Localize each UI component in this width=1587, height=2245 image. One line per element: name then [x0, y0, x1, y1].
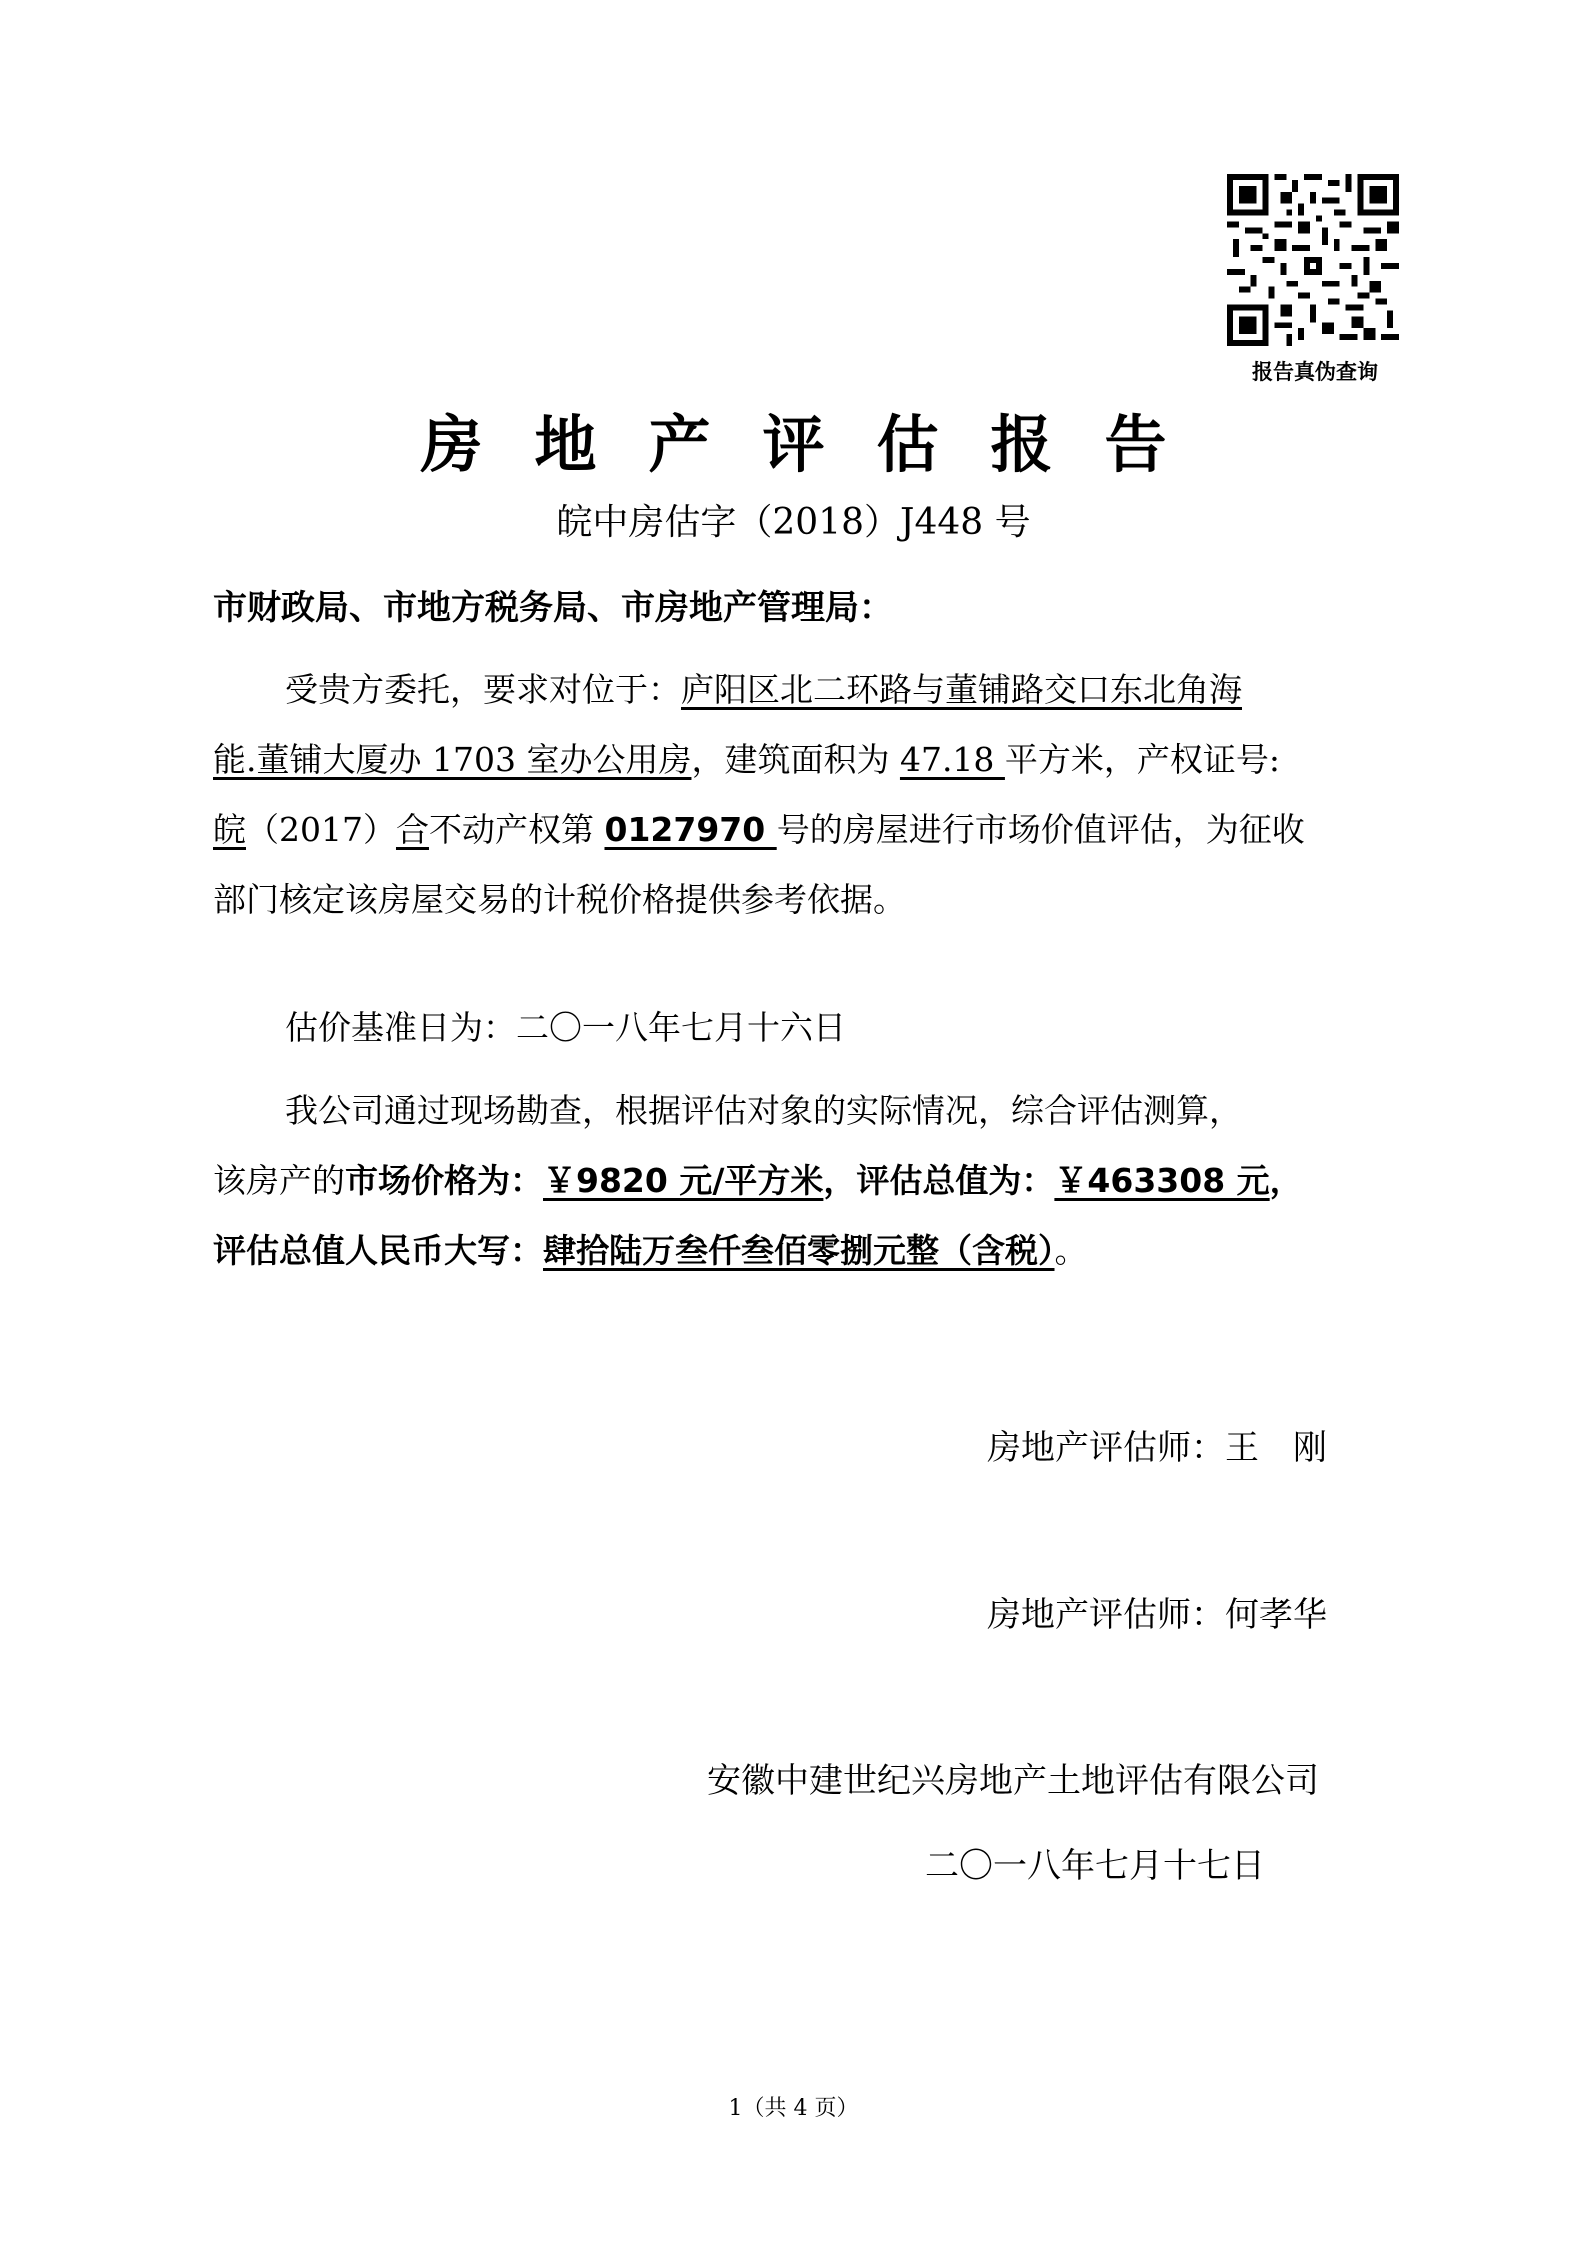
- price-value: ￥9820 元/平方米: [543, 1161, 824, 1200]
- cert-number: 0127970: [604, 810, 777, 849]
- area-value: 47.18: [899, 740, 1005, 779]
- purpose-text: 部门核定该房屋交易的计税价格提供参考依据。: [213, 880, 906, 919]
- cert-year: （2017）: [246, 810, 396, 849]
- area-label: ，建筑面积为: [691, 740, 900, 779]
- company-name: 安徽中建世纪兴房地产土地评估有限公司: [707, 1761, 1319, 1801]
- cert-province: 皖: [213, 810, 246, 849]
- property-address: 庐阳区北二环路与董铺路交口东北角海: [681, 670, 1242, 709]
- title-char: 告: [1104, 408, 1167, 481]
- page-title: [0, 395, 1587, 484]
- title-char: 房: [420, 408, 483, 481]
- title-char: 报: [990, 408, 1053, 481]
- paragraph-result: [213, 1076, 1378, 1286]
- document-number: 皖中房估字（2018）J448 号: [556, 502, 1031, 543]
- valuation-date: 估价基准日为：二〇一八年七月十六日: [285, 1008, 846, 1047]
- paragraph-valuation-date: [213, 993, 1378, 1063]
- period: 。: [1054, 1231, 1088, 1270]
- title-char: 评: [762, 408, 825, 481]
- cert-tail: 号的房屋进行市场价值评估，为征收: [776, 810, 1305, 849]
- cert-mid: 不动产权第: [428, 810, 605, 849]
- total-value: ￥463308 元: [1054, 1161, 1270, 1200]
- caps-value: 肆拾陆万叁仟叁佰零捌元整（含税）: [543, 1231, 1055, 1270]
- qr-code[interactable]: [1227, 174, 1399, 346]
- appraiser-1: 房地产评估师：王 刚: [987, 1428, 1327, 1468]
- caps-label: 评估总值人民币大写：: [213, 1231, 543, 1270]
- paragraph-commission: [213, 655, 1378, 935]
- title-char: 产: [648, 408, 711, 481]
- result-prefix: 该房产的: [213, 1161, 345, 1200]
- cert-city: 合: [395, 810, 429, 849]
- price-label: 市场价格为：: [345, 1161, 543, 1200]
- report-date: 二〇一八年七月十七日: [925, 1846, 1265, 1886]
- title-char: 地: [534, 408, 597, 481]
- qr-caption: 报告真伪查询: [1252, 360, 1378, 384]
- total-label: ，评估总值为：: [823, 1161, 1055, 1200]
- survey-text: 我公司通过现场勘查，根据评估对象的实际情况，综合评估测算，: [285, 1091, 1242, 1130]
- comma: ，: [1269, 1161, 1303, 1200]
- title-char: 估: [876, 408, 939, 481]
- page-number: 1（共 4 页）: [728, 2096, 859, 2121]
- property-address-cont: 能.董铺大厦办 1703 室办公用房: [213, 740, 692, 779]
- appraiser-2: 房地产评估师：何孝华: [987, 1595, 1327, 1635]
- qr-code-icon: [1227, 174, 1399, 346]
- area-unit: 平方米，产权证号:: [1004, 740, 1281, 779]
- addressee: 市财政局、市地方税务局、市房地产管理局：: [213, 588, 893, 628]
- intro-text: 受贵方委托，要求对位于：: [285, 670, 681, 709]
